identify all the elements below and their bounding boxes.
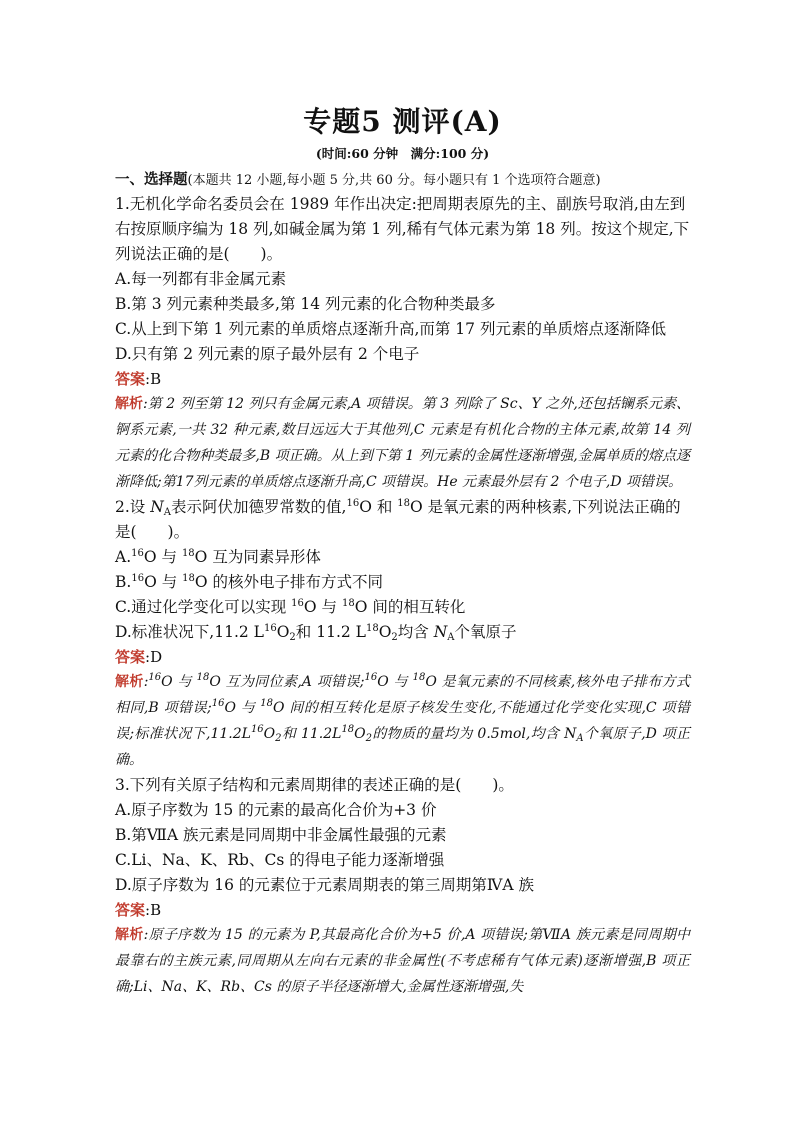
mass-number: 16	[364, 672, 378, 683]
element-symbol: O	[143, 548, 157, 566]
answer-label: 答案	[115, 648, 146, 666]
text: 均含	[397, 623, 434, 641]
mass-number: 16	[346, 498, 360, 509]
text: 互为同位素,A 项错误;	[220, 674, 365, 690]
text: 与	[388, 674, 413, 690]
element-symbol: O	[209, 674, 221, 690]
question-3-answer	[115, 898, 690, 922]
question-1-option-d: D.只有第 2 列元素的原子最外层有 2 个电子	[115, 345, 420, 363]
question-3-option-a: A.原子序数为 15 的元素的最高化合价为+3 价	[115, 801, 437, 819]
text: 表示阿伏加德罗常数的值,	[171, 498, 347, 516]
mass-number: 18	[196, 672, 210, 683]
text: 与	[316, 598, 342, 616]
answer-value: :B	[145, 370, 162, 388]
na-symbol: N	[150, 498, 164, 516]
element-symbol: O	[263, 726, 276, 742]
element-symbol: O	[354, 726, 366, 742]
text: 个氧原子,D 项正确。	[115, 726, 690, 768]
subscript: 2	[289, 632, 296, 643]
element-symbol: O	[410, 498, 423, 516]
text: 是氧元素的两种核素,下列说法正确的是( )。	[115, 498, 681, 541]
subscript: A	[163, 507, 172, 518]
text: 和 11.2L	[281, 726, 342, 742]
question-2-stem	[115, 495, 690, 545]
element-symbol: O	[378, 623, 392, 641]
question-3-analysis	[115, 922, 690, 1000]
page-subtitle: (时间:60 分钟 满分:100 分)	[315, 146, 490, 161]
question-3-stem: 3.下列有关原子结构和元素周期律的表述正确的是( )。	[115, 776, 514, 794]
na-symbol: N	[564, 726, 577, 742]
text: 间的相互转化	[367, 598, 466, 616]
text: 2.设	[115, 498, 151, 516]
mass-number: 16	[148, 672, 162, 683]
section-heading	[115, 168, 690, 192]
text: 是氧元素的不同核素,核外电子排布方式相同,B 项错误;	[115, 674, 691, 716]
answer-label: 答案	[115, 901, 146, 919]
text: 与	[235, 700, 261, 716]
question-2-answer	[115, 645, 690, 669]
element-symbol: O	[425, 674, 437, 690]
element-symbol: O	[144, 573, 157, 591]
text: B.	[115, 573, 132, 591]
question-3-option-c: C.Li、Na、K、Rb、Cs 的得电子能力逐渐增强	[115, 851, 445, 869]
element-symbol: O	[377, 674, 389, 690]
mass-number: 18	[341, 598, 355, 609]
mass-number: 18	[365, 623, 379, 634]
element-symbol: O	[161, 674, 173, 690]
mass-number: 18	[397, 498, 410, 509]
page-title: 专题5 测评(A)	[303, 105, 502, 138]
text: :	[143, 674, 149, 690]
question-2-option-c	[115, 595, 690, 620]
question-2-option-d	[115, 620, 690, 645]
question-1-answer	[115, 367, 690, 391]
subscript: 2	[391, 632, 398, 643]
answer-label: 答案	[115, 370, 146, 388]
mass-number: 16	[250, 724, 264, 735]
mass-number: 18	[181, 548, 195, 559]
question-1-stem: 1.无机化学命名委员会在 1989 年作出决定:把周期表原先的主、副族号取消,由左到右按原顺序编为 18 列,如碱金属为第 1 列,稀有气体元素为第 18 列。按这个规定,下列说法正确的是( )。	[115, 195, 690, 263]
mass-number: 18	[182, 573, 195, 584]
mass-number: 16	[211, 698, 225, 709]
question-1-analysis	[115, 391, 690, 495]
text: 与	[156, 548, 182, 566]
subscript: A	[447, 632, 455, 643]
question-1-option-c: C.从上到下第 1 列元素的单质熔点逐渐升高,而第 17 列元素的单质熔点逐渐降低	[115, 320, 666, 338]
text: A.	[115, 548, 132, 566]
mass-number: 18	[412, 672, 426, 683]
text: 间的相互转化是原子核发生变化,不能通过化学变化实现,C 项错误;标准状况下,11.2L	[115, 700, 691, 742]
section-note: (本题共 12 小题,每小题 5 分,共 60 分。每小题只有 1 个选项符合题意)	[187, 173, 601, 188]
question-2-analysis	[115, 669, 690, 773]
element-symbol: O	[272, 700, 285, 716]
element-symbol: O	[194, 548, 208, 566]
text: C.通过化学变化可以实现	[115, 598, 292, 616]
section-heading-label: 一、选择题	[115, 171, 188, 188]
analysis-label: 解析	[115, 674, 144, 690]
text: 和 11.2 L	[295, 623, 366, 641]
text: 互为同素异形体	[207, 548, 321, 566]
subscript: 2	[275, 733, 282, 744]
mass-number: 18	[260, 698, 273, 709]
analysis-text: :原子序数为 15 的元素为 P,其最高化合价为+5 价,A 项错误;第ⅦA 族元素是同周期中最靠右的主族元素,同周期从左向右元素的非金属性(不考虑稀有气体元素)逐渐增强,B 项正确;Li、Na、K、Rb、Cs 的原子半径逐渐增大,金属性逐渐增强,失	[115, 927, 691, 995]
element-symbol: O	[224, 700, 236, 716]
text: 和	[371, 498, 398, 516]
document-page	[115, 100, 690, 1000]
analysis-label: 解析	[115, 927, 144, 943]
analysis-label: 解析	[115, 396, 144, 412]
subscript: A	[576, 733, 584, 744]
analysis-text: :第 2 列至第 12 列只有金属元素,A 项错误。第 3 列除了 Sc、Y 之外,还包括镧系元素、锕系元素,一共 32 种元素,数目远远大于其他列,C 元素是有机化合物的主体元素,故第 14 列元素的化合物种类最多,B 项正确。从上到下第 1 列元素的金属性逐渐增强,金属单质的熔点逐渐降低;第17列元素的单质熔点逐渐升高,C 项错误。He 元素最外层有 2 个电子,D 项错误。	[115, 396, 690, 490]
element-symbol: O	[303, 598, 317, 616]
element-symbol: O	[354, 598, 368, 616]
subscript: 2	[365, 733, 373, 744]
question-2-option-b	[115, 570, 690, 595]
mass-number: 16	[131, 573, 145, 584]
question-1-option-b: B.第 3 列元素种类最多,第 14 列元素的化合物种类最多	[115, 295, 496, 313]
mass-number: 18	[341, 724, 355, 735]
text: 与	[172, 674, 197, 690]
answer-value: :B	[145, 901, 162, 919]
text: D.标准状况下,11.2 L	[115, 623, 264, 641]
element-symbol: O	[276, 623, 290, 641]
question-3-option-d: D.原子序数为 16 的元素位于元素周期表的第三周期第ⅣA 族	[115, 876, 534, 894]
text: 个氧原子	[454, 623, 517, 641]
question-3-option-b: B.第ⅦA 族元素是同周期中非金属性最强的元素	[115, 826, 447, 844]
element-symbol: O	[359, 498, 372, 516]
na-symbol: N	[433, 623, 448, 641]
element-symbol: O	[194, 573, 208, 591]
mass-number: 16	[291, 598, 304, 609]
text: 的核外电子排布方式不同	[207, 573, 384, 591]
mass-number: 16	[263, 623, 277, 634]
mass-number: 16	[131, 548, 144, 559]
question-2-option-a	[115, 545, 690, 570]
answer-value: :D	[145, 648, 163, 666]
text: 的物质的量均为 0.5mol,均含	[372, 726, 565, 742]
text: 与	[156, 573, 183, 591]
question-1-option-a: A.每一列都有非金属元素	[115, 270, 287, 288]
